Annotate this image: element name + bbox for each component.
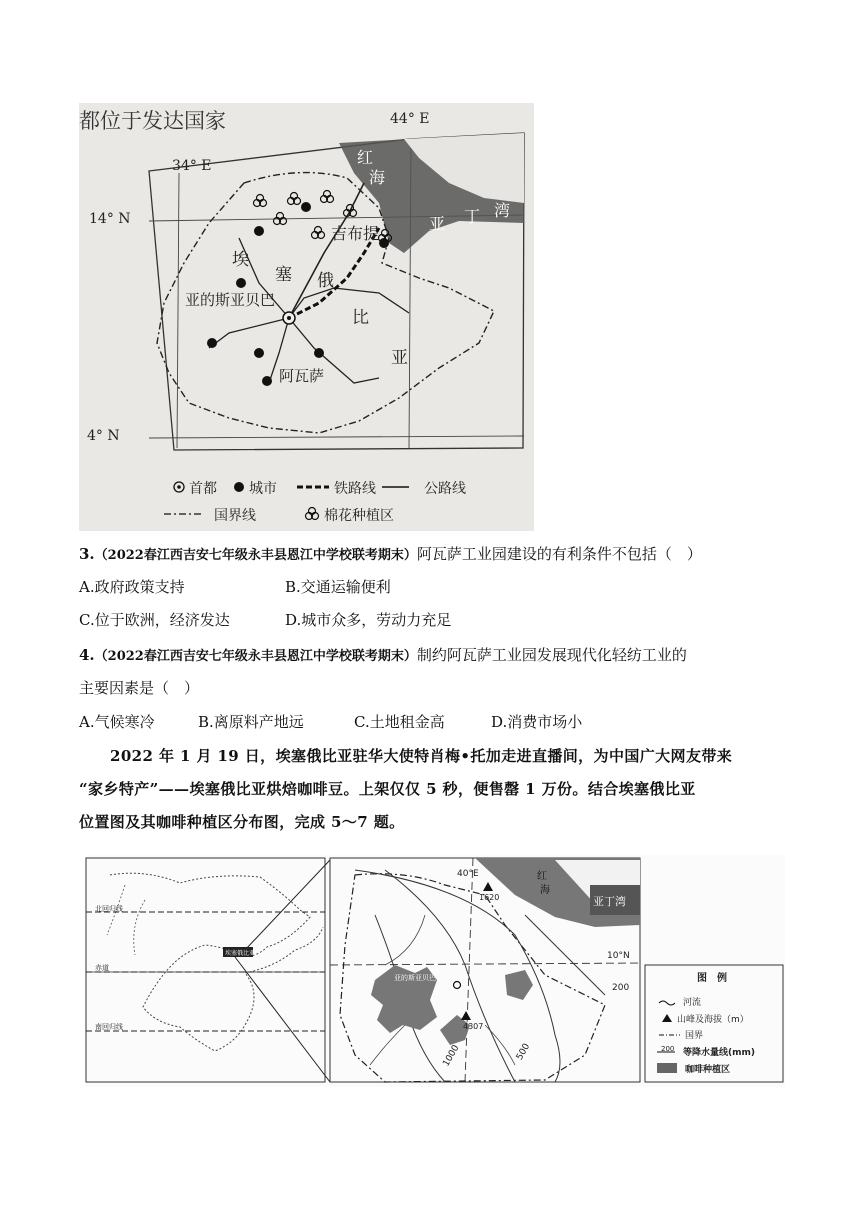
- map1-legend-capital: 首都: [189, 481, 217, 497]
- ethiopia-coffee-map: [85, 855, 785, 1087]
- map2-legend-river: 河流: [683, 998, 702, 1008]
- map1-legend-highway: 公路线: [424, 481, 466, 497]
- question-4-stem: [79, 645, 687, 667]
- map1-legend-railway: 铁路线: [334, 481, 376, 497]
- map1-addis-ababa: 亚的斯亚贝巴: [185, 291, 276, 309]
- question-3-option-c: C.位于欧洲，经济发达: [79, 611, 230, 629]
- map1-legend-city: 城市: [249, 481, 277, 497]
- map1-country-char-2: 塞: [275, 265, 292, 285]
- map1-country-char-1: 埃: [232, 250, 249, 270]
- map2-inset-label: 埃塞俄比亚: [225, 950, 256, 957]
- map1-legend-cotton: 棉花种植区: [324, 508, 394, 524]
- question-4-option-b: B.离原料产地远: [198, 713, 304, 731]
- question-3-option-b: B.交通运输便利: [285, 578, 391, 596]
- map1-header: 都位于发达国家: [79, 109, 226, 133]
- map2-graphics: [85, 855, 785, 1087]
- map2-legend-isohyet: 等降水量线(mm): [683, 1048, 755, 1058]
- map2-red-sea-1: 红: [537, 871, 547, 882]
- map2-legend-coffee: 咖啡种植区: [685, 1065, 731, 1075]
- map1-awassa: 阿瓦萨: [279, 367, 325, 385]
- map2-legend-iso-sample: 200: [661, 1045, 675, 1053]
- question-3-stem: [79, 544, 702, 566]
- question-3-option-a: A.政府政策支持: [79, 578, 185, 596]
- intro-line-1: 2022 年 1 月 19 日，埃塞俄比亚驻华大使特肖梅•托加走进直播间，为中国广大网友带来: [110, 747, 733, 765]
- intro-line-2: “家乡特产”——埃塞俄比亚烘焙咖啡豆。上架仅仅 5 秒，便售罄 1 万份。结合埃塞俄比亚: [79, 780, 696, 798]
- map2-legend-peak: 山峰及海拔（m）: [677, 1015, 749, 1025]
- map2-peak-1: 1620: [479, 893, 500, 902]
- map1-country-char-4: 比: [352, 308, 369, 328]
- map1-lon-44: 44° E: [390, 111, 430, 127]
- map1-red-sea-1: 红: [357, 148, 374, 167]
- question-4-option-d: D.消费市场小: [491, 713, 583, 731]
- map2-gulf: 亚丁湾: [593, 895, 626, 908]
- map2-tropic-south: 南回归线: [95, 1023, 123, 1031]
- map1-red-sea-2: 海: [369, 168, 386, 187]
- question-4-number: 4.: [79, 646, 95, 664]
- question-4-option-a: A.气候寒冷: [79, 713, 155, 731]
- map2-lat-10: 10°N: [607, 951, 630, 961]
- question-4-stem-line2: 主要因素是（ ）: [79, 679, 200, 697]
- question-3-option-d: D.城市众多，劳动力充足: [285, 611, 452, 629]
- map2-legend-border: 国界: [685, 1031, 704, 1041]
- map1-lon-34: 34° E: [172, 158, 212, 174]
- map2-iso-1000: 1000: [441, 1043, 462, 1069]
- map2-iso-500: 500: [514, 1042, 533, 1062]
- map1-gulf-1: 亚: [429, 214, 446, 233]
- map2-red-sea-2: 海: [540, 885, 550, 896]
- question-4-option-c: C.土地租金高: [354, 713, 445, 731]
- map2-legend-title: 图 例: [697, 973, 727, 984]
- question-4-text-line1: 制约阿瓦萨工业园发展现代化轻纺工业的: [416, 646, 687, 664]
- map2-equator: 赤道: [95, 964, 109, 972]
- map1-country-char-3: 俄: [317, 271, 334, 291]
- question-3-number: 3.: [79, 545, 95, 563]
- question-3-text: 阿瓦萨工业园建设的有利条件不包括（ ）: [416, 545, 702, 563]
- map1-gulf-3: 湾: [494, 201, 511, 220]
- map1-lat-4: 4° N: [87, 428, 120, 444]
- question-4-source: （2022春江西吉安七年级永丰县恩江中学校联考期末）: [94, 649, 417, 664]
- map1-djibouti: 吉布提: [331, 224, 380, 243]
- intro-line-3: 位置图及其咖啡种植区分布图，完成 5～7 题。: [79, 813, 405, 831]
- ethiopia-industry-map: [79, 103, 534, 531]
- map1-graphics: [79, 103, 534, 531]
- map2-addis: 亚的斯亚贝巴: [394, 974, 436, 982]
- map1-legend-border: 国界线: [214, 508, 256, 524]
- map2-tropic-north: 北回归线: [95, 905, 123, 913]
- question-3-source: （2022春江西吉安七年级永丰县恩江中学校联考期末）: [94, 548, 417, 563]
- map2-peak-2: 4307: [463, 1022, 484, 1031]
- map1-lat-14: 14° N: [89, 211, 131, 227]
- map1-gulf-2: 丁: [464, 207, 481, 226]
- map1-country-char-5: 亚: [391, 348, 408, 368]
- map2-lon-40: 40°E: [457, 869, 479, 879]
- map2-iso-200: 200: [612, 983, 630, 993]
